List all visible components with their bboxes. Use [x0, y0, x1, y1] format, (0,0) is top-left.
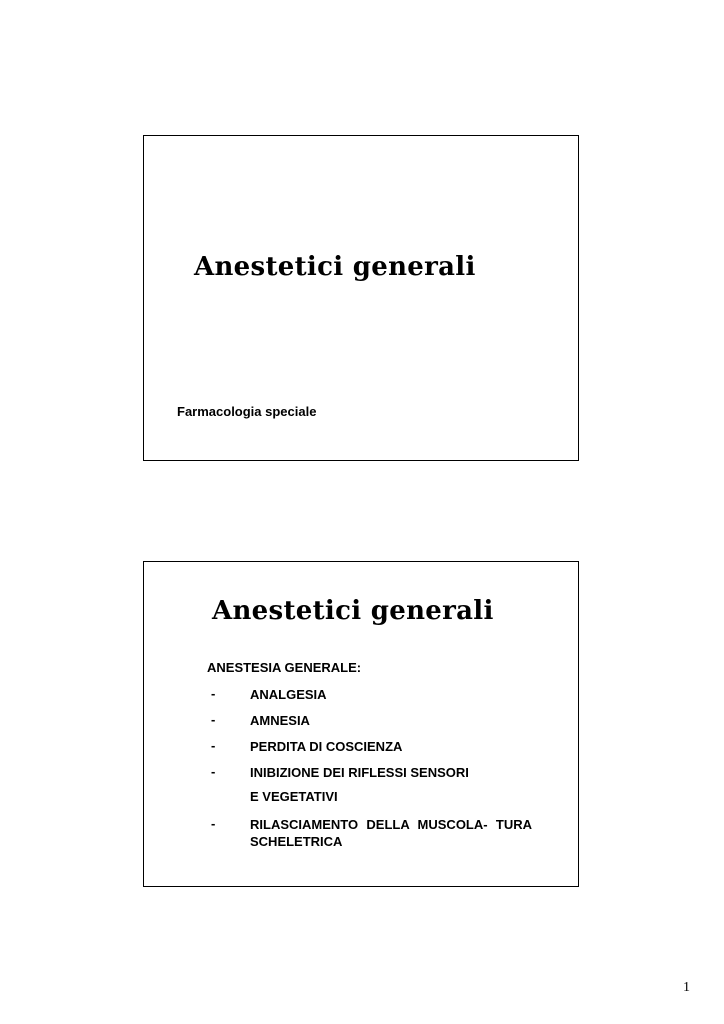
page-number: 1: [683, 980, 690, 995]
slide-1: [143, 135, 579, 461]
slide-2: [143, 561, 579, 887]
list-item-continuation: E VEGETATIVI: [250, 789, 338, 804]
list-item-text: ANALGESIA: [250, 687, 327, 702]
list-item-text: RILASCIAMENTO DELLA MUSCOLA- TURA SCHELETRICA: [250, 817, 532, 849]
list-bullet: -: [211, 712, 216, 727]
list-item-text: INIBIZIONE DEI RIFLESSI SENSORI: [250, 765, 469, 780]
slide-title: Anestetici generali: [194, 252, 476, 282]
list-bullet: -: [211, 816, 216, 831]
list-bullet: -: [211, 738, 216, 753]
list-item-text: AMNESIA: [250, 713, 310, 728]
list-heading: ANESTESIA GENERALE:: [207, 660, 362, 675]
list-bullet: -: [211, 764, 216, 779]
slide-title: Anestetici generali: [212, 596, 494, 626]
slide-subtitle: Farmacologia speciale: [177, 404, 317, 419]
list-bullet: -: [211, 686, 216, 701]
list-item-text: PERDITA DI COSCIENZA: [250, 739, 403, 754]
